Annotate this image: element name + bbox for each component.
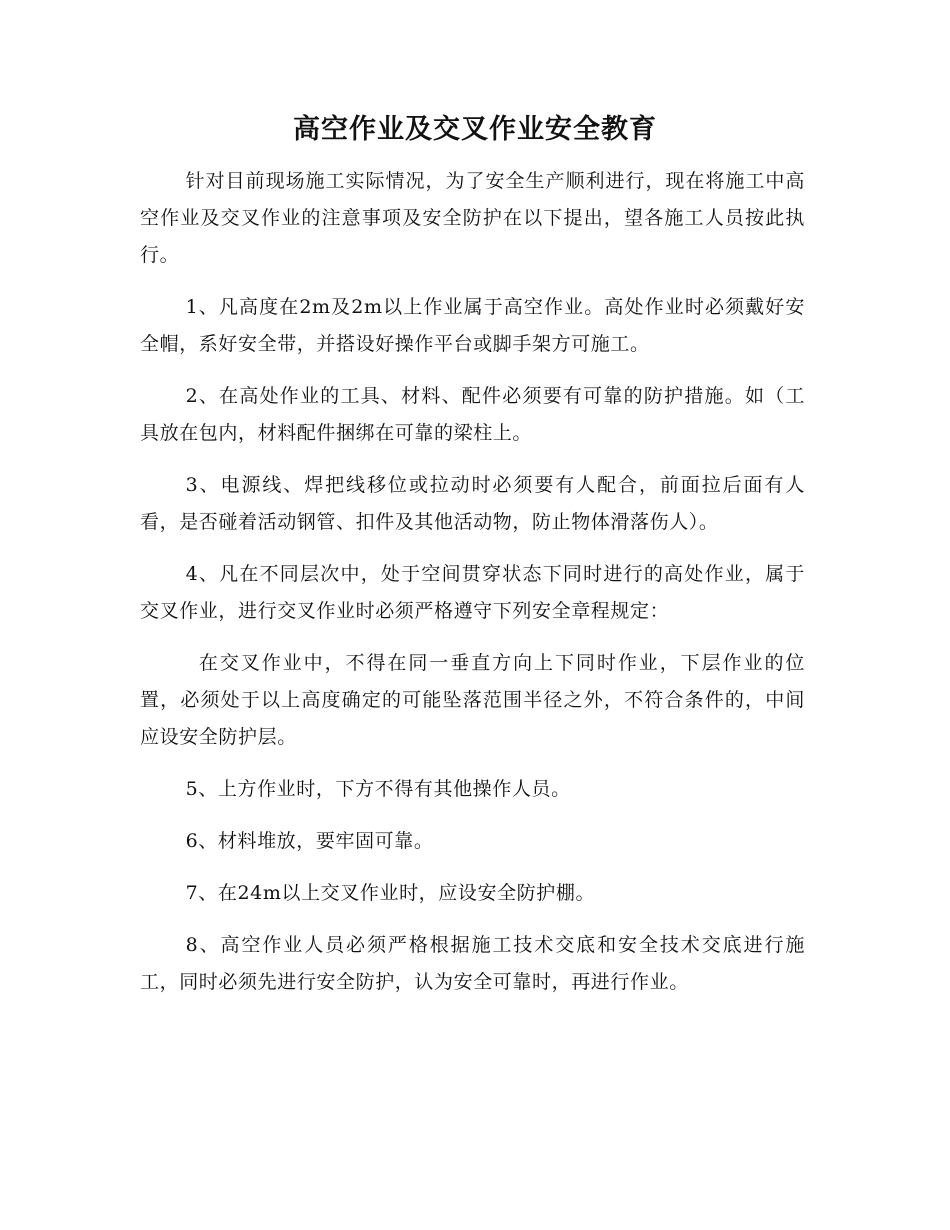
rule-6-paragraph: 6、材料堆放，要牢固可靠。: [185, 830, 434, 852]
document-body: [140, 163, 805, 1016]
rule-4-paragraph: 4、凡在不同层次中，处于空间贯穿状态下同时进行的高处作业，属于交叉作业，进行交叉作业时必须严格遵守下列安全章程规定：: [140, 563, 805, 622]
rule-1-paragraph: 1、凡高度在2m及2m以上作业属于高空作业。高处作业时必须戴好安全帽，系好安全带，并搭设好操作平台或脚手架方可施工。: [140, 296, 805, 355]
rule-7-paragraph: 7、在24m以上交叉作业时，应设安全防护棚。: [185, 882, 596, 904]
rule-2-paragraph: 2、在高处作业的工具、材料、配件必须要有可靠的防护措施。如（工具放在包内，材料配件捆绑在可靠的梁柱上。: [140, 385, 805, 444]
rule-3-paragraph: 3、电源线、焊把线移位或拉动时必须要有人配合，前面拉后面有人看，是否碰着活动钢管、扣件及其他活动物，防止物体滑落伤人）。: [140, 474, 805, 533]
cross-operation-paragraph: 在交叉作业中，不得在同一垂直方向上下同时作业，下层作业的位置，必须处于以上高度确定的可能坠落范围半径之外，不符合条件的，中间应设安全防护层。: [140, 652, 805, 748]
rule-5-paragraph: 5、上方作业时，下方不得有其他操作人员。: [185, 778, 571, 800]
intro-paragraph: 针对目前现场施工实际情况，为了安全生产顺利进行，现在将施工中高空作业及交叉作业的注意事项及安全防护在以下提出，望各施工人员按此执行。: [140, 170, 805, 266]
rule-8-paragraph: 8、高空作业人员必须严格根据施工技术交底和安全技术交底进行施工，同时必须先进行安全防护，认为安全可靠时，再进行作业。: [140, 934, 805, 993]
document-title: 高空作业及交叉作业安全教育: [293, 114, 657, 145]
